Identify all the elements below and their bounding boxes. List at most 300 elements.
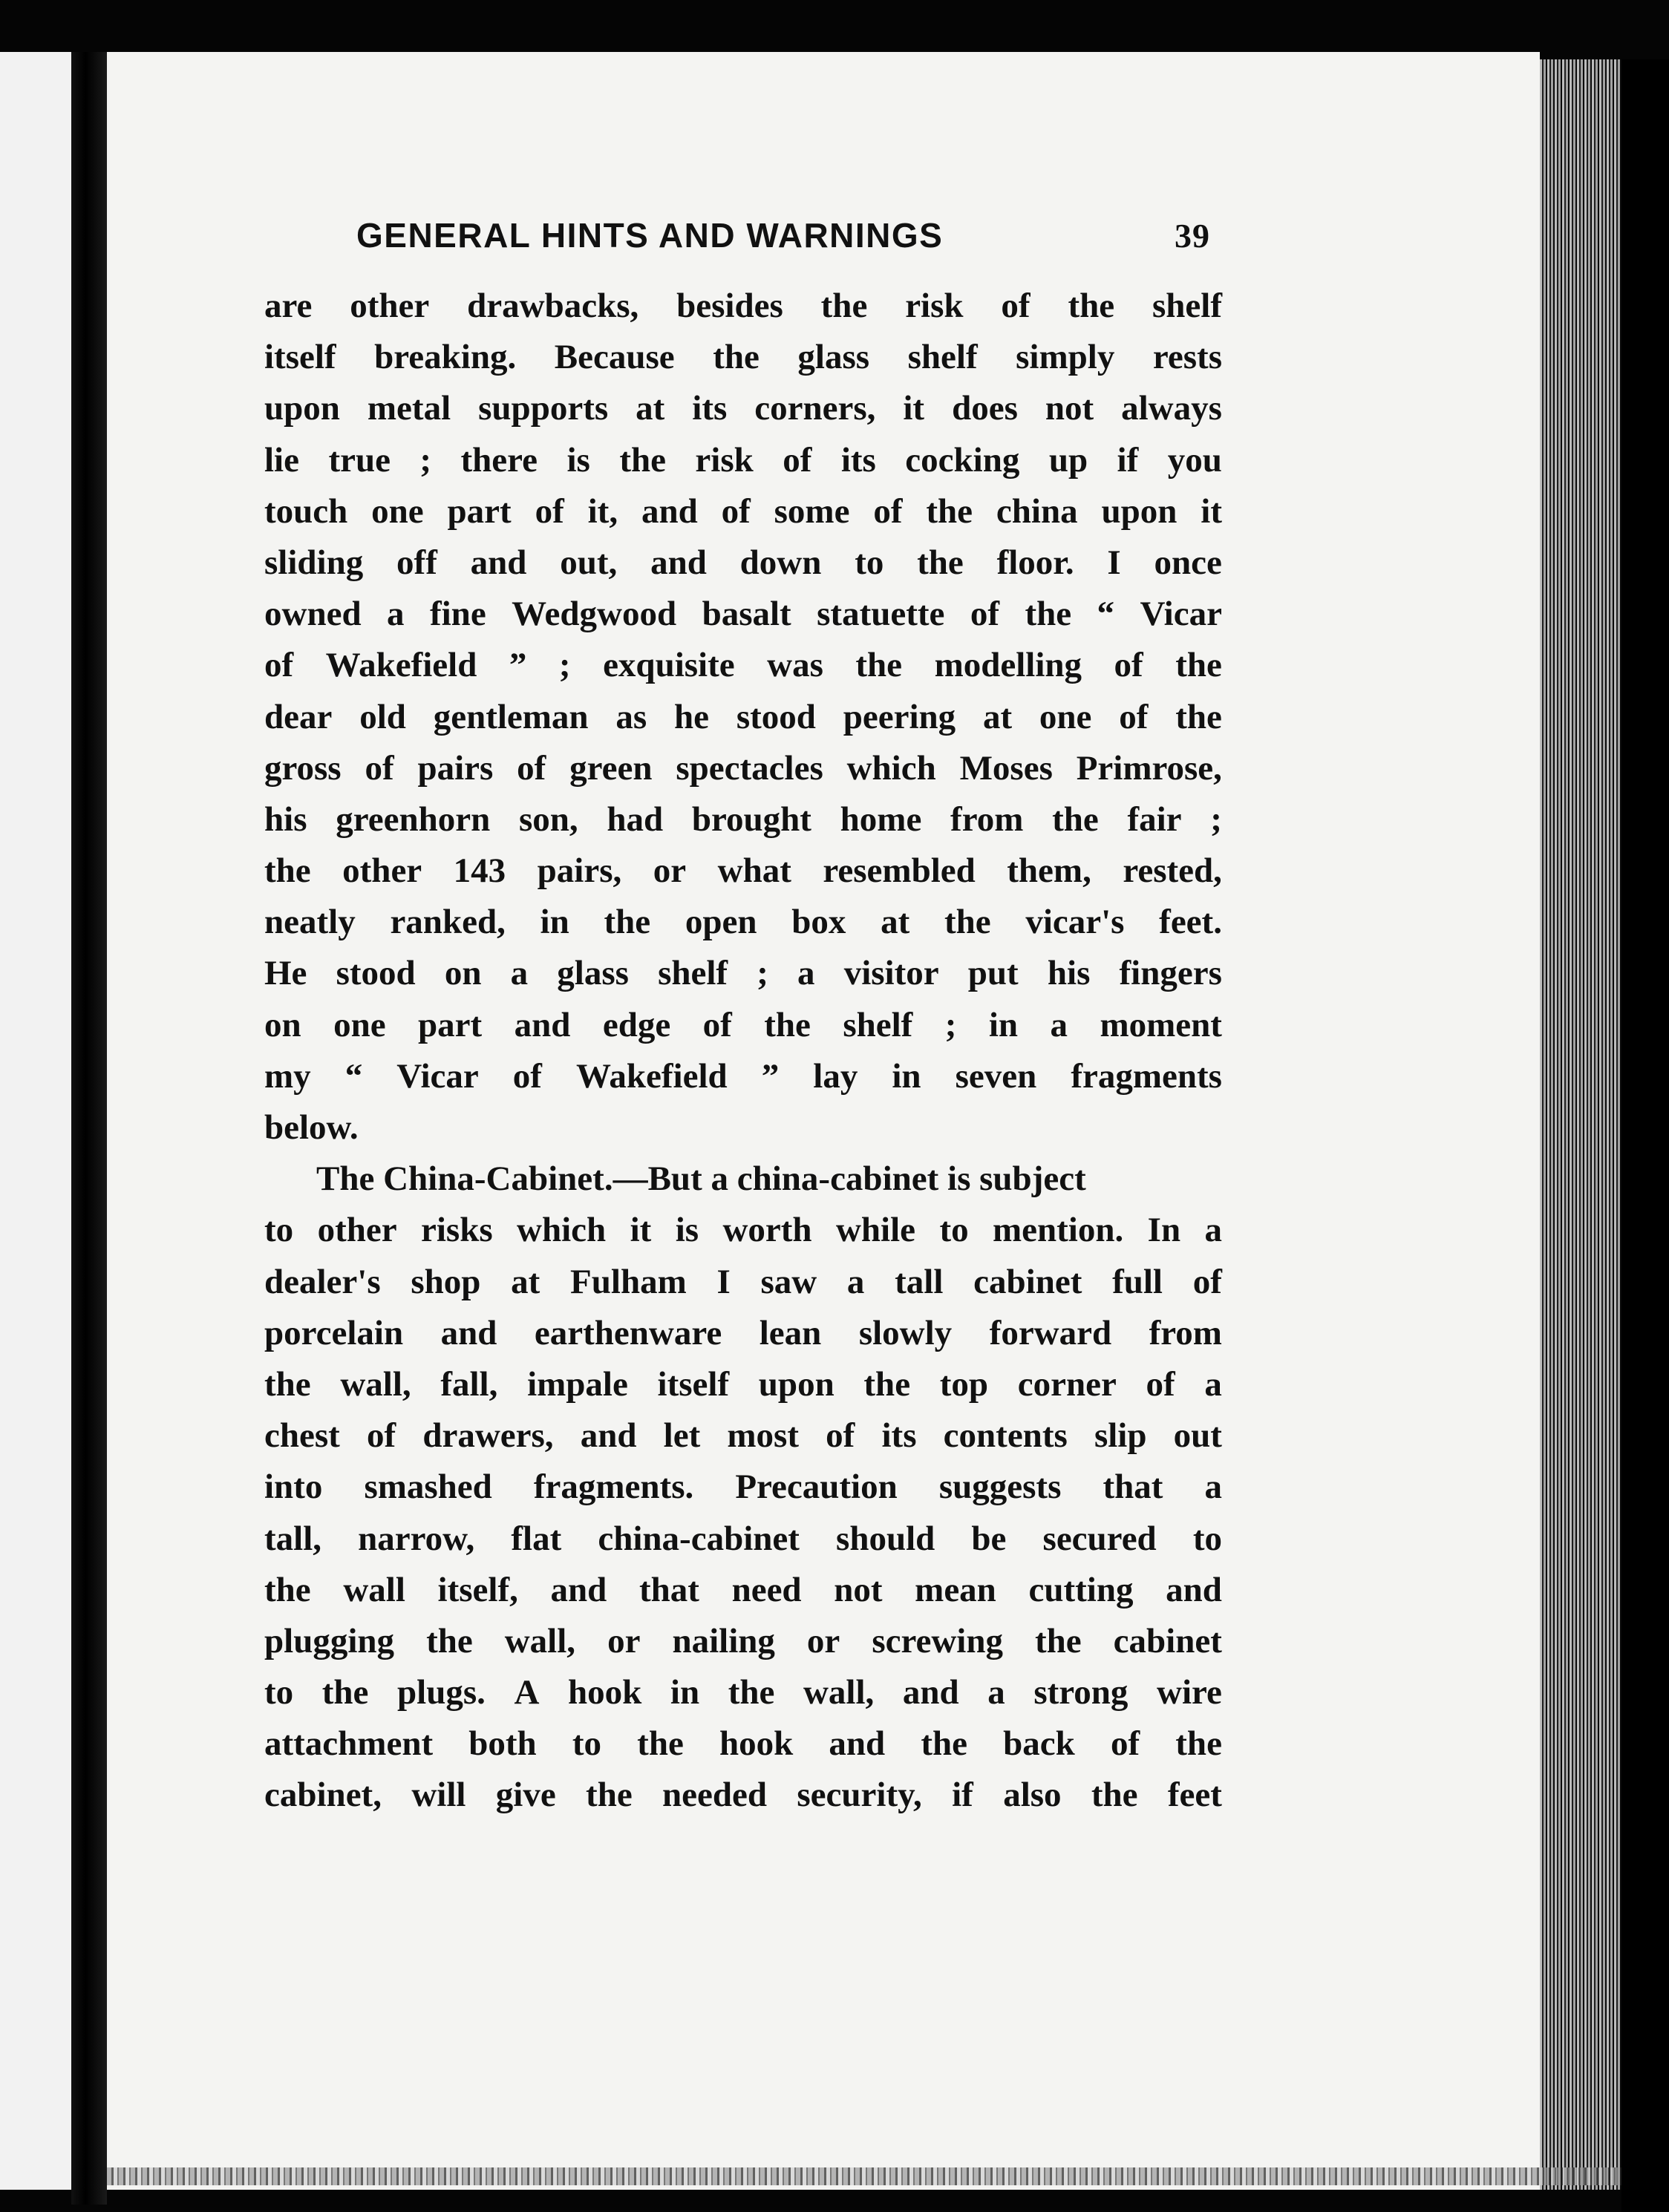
word: its: [881, 1416, 917, 1456]
word: of: [366, 1416, 396, 1456]
word: and: [550, 1570, 607, 1609]
word: was: [767, 646, 823, 685]
word: green: [569, 748, 653, 788]
word: should: [836, 1519, 935, 1558]
word: and: [902, 1673, 959, 1712]
word: of: [512, 1056, 542, 1096]
word: fragments: [1071, 1056, 1222, 1096]
word: wall,: [340, 1364, 411, 1404]
word: screwing: [872, 1621, 1003, 1660]
word: “: [344, 1056, 363, 1096]
word: or: [607, 1621, 641, 1660]
word: rested,: [1123, 851, 1222, 891]
word: or: [653, 851, 687, 891]
running-head: [356, 215, 1210, 267]
word: needed: [662, 1776, 768, 1815]
word: always: [1121, 389, 1222, 428]
word: and: [1166, 1570, 1222, 1609]
word: home: [840, 799, 922, 839]
word: back: [1003, 1724, 1075, 1764]
word: ;: [558, 646, 571, 685]
word: slowly: [858, 1313, 953, 1352]
word: Vicar: [1140, 595, 1222, 634]
word: stood: [336, 954, 416, 993]
word: breaking.: [374, 338, 517, 377]
word: there: [460, 440, 538, 480]
word: saw: [760, 1262, 817, 1301]
word: Because: [554, 338, 675, 377]
word: other: [342, 851, 422, 891]
word: drawbacks,: [467, 287, 639, 325]
text-line: [264, 1514, 1222, 1565]
word: the: [917, 543, 964, 582]
word: of: [517, 748, 546, 788]
text-line: [264, 794, 1222, 845]
word: dear: [264, 697, 333, 736]
text-line: [264, 1051, 1222, 1102]
word: of: [264, 646, 294, 685]
word: chest: [264, 1416, 340, 1456]
word: down: [739, 543, 822, 582]
word: corner: [1017, 1364, 1117, 1404]
word: shelf: [907, 338, 978, 377]
word: shelf: [843, 1005, 913, 1044]
word: risks: [420, 1211, 493, 1250]
word: while: [835, 1211, 916, 1250]
page-number: 39: [1175, 217, 1210, 255]
word: which: [846, 748, 936, 788]
word: it: [903, 389, 925, 428]
word: at: [881, 903, 910, 942]
word: risk: [695, 440, 754, 480]
word: Moses: [959, 748, 1053, 788]
word: off: [396, 543, 437, 582]
word: out,: [560, 543, 618, 582]
word: his: [264, 799, 307, 839]
word: need: [731, 1570, 802, 1609]
word: on: [444, 954, 482, 993]
paragraph-1: [264, 281, 1222, 1154]
word: Primrose,: [1076, 748, 1222, 788]
word: its: [692, 389, 728, 428]
word: shop: [411, 1262, 481, 1301]
word: the: [921, 1724, 968, 1764]
word: feet.: [1159, 903, 1222, 942]
body-text: [264, 281, 1222, 1822]
word: of: [702, 1005, 732, 1044]
word: risk: [905, 287, 964, 325]
word: wall: [343, 1570, 405, 1609]
word: lie: [264, 440, 299, 480]
word: if: [1117, 440, 1139, 480]
word: and: [514, 1005, 571, 1044]
word: it,: [587, 491, 618, 531]
word: greenhorn: [336, 799, 491, 839]
text-line: [264, 1257, 1222, 1308]
word: the: [604, 903, 651, 942]
word: not: [1045, 389, 1094, 428]
word: narrow,: [358, 1519, 475, 1558]
word: corners,: [754, 389, 876, 428]
word: and: [440, 1313, 497, 1352]
word: to: [855, 543, 884, 582]
word: son,: [518, 799, 578, 839]
word: wall,: [803, 1673, 875, 1712]
word: ;: [757, 954, 768, 993]
word: a: [1204, 1211, 1222, 1250]
text-line: [264, 692, 1222, 743]
word: a: [846, 1262, 865, 1301]
word: feet: [1167, 1776, 1222, 1815]
word: mean: [915, 1570, 996, 1609]
word: the: [944, 903, 991, 942]
word: he: [674, 697, 709, 736]
word: flat: [511, 1519, 562, 1558]
word: Wedgwood: [512, 595, 677, 634]
word: you: [1167, 440, 1222, 480]
word: is: [566, 440, 590, 480]
word: a: [510, 954, 529, 993]
word: let: [663, 1416, 701, 1456]
word: the: [1175, 646, 1222, 685]
word: them,: [1007, 851, 1091, 891]
text-line: [264, 640, 1222, 691]
word: stood: [736, 697, 816, 736]
word: and: [580, 1416, 637, 1456]
word: spectacles: [676, 748, 823, 788]
word: not: [834, 1570, 883, 1609]
word: brought: [691, 799, 811, 839]
word: and: [829, 1724, 886, 1764]
word: hook: [719, 1724, 794, 1764]
word: In: [1147, 1211, 1181, 1250]
page-bottom-edge: [107, 2167, 1621, 2185]
text-line: [264, 1770, 1222, 1821]
word: from: [1149, 1313, 1222, 1352]
word: old: [359, 697, 406, 736]
word: the: [426, 1621, 473, 1660]
word: at: [636, 389, 665, 428]
word: the: [586, 1776, 633, 1815]
word: of: [365, 748, 394, 788]
word: secured: [1042, 1519, 1157, 1558]
word: of: [1114, 646, 1143, 685]
word: seven: [955, 1056, 1037, 1096]
page-fore-edge: [1540, 59, 1621, 2190]
text-line: [264, 1000, 1222, 1051]
word: tall: [895, 1262, 944, 1301]
word: touch: [264, 491, 348, 531]
word: fall,: [440, 1364, 498, 1404]
word: the: [1052, 799, 1099, 839]
word: top: [939, 1364, 989, 1404]
word: a: [1204, 1467, 1222, 1507]
word: that: [1103, 1467, 1163, 1507]
word: the: [728, 1673, 775, 1712]
word: cocking: [905, 440, 1020, 480]
word: the: [1091, 1776, 1138, 1815]
word: He: [264, 954, 307, 993]
word: simply: [1016, 338, 1115, 377]
text-line: [264, 1359, 1222, 1410]
word: Vicar: [396, 1056, 479, 1096]
word: one: [333, 1005, 386, 1044]
word: fingers: [1119, 954, 1222, 993]
word: glass: [797, 338, 870, 377]
word: or: [806, 1621, 840, 1660]
word: once: [1154, 543, 1222, 582]
word: does: [952, 389, 1018, 428]
word: in: [540, 903, 569, 942]
word: of: [1146, 1364, 1175, 1404]
word: itself,: [437, 1570, 518, 1609]
word: open: [685, 903, 757, 942]
text-line: [264, 1718, 1222, 1770]
word: of: [783, 440, 812, 480]
word: a: [987, 1673, 1005, 1712]
word: attachment: [264, 1724, 434, 1764]
word: it: [1201, 491, 1222, 531]
word: contents: [943, 1416, 1068, 1456]
word: in: [670, 1673, 700, 1712]
word: cutting: [1028, 1570, 1134, 1609]
word: of: [1192, 1262, 1222, 1301]
word: ;: [1210, 799, 1222, 839]
book-gutter: [71, 52, 107, 2205]
word: basalt: [702, 595, 791, 634]
word: gross: [264, 748, 342, 788]
word: rests: [1152, 338, 1222, 377]
word: impale: [527, 1364, 628, 1404]
word: from: [950, 799, 1024, 839]
word: as: [615, 697, 647, 736]
word: glass: [557, 954, 629, 993]
word: true: [328, 440, 391, 480]
word: the: [264, 851, 311, 891]
word: cabinet: [973, 1262, 1082, 1301]
text-line: below.: [264, 1108, 359, 1147]
text-line: [264, 948, 1222, 999]
word: the: [863, 1364, 911, 1404]
word: supports: [478, 389, 609, 428]
word: fragments.: [533, 1467, 694, 1507]
facing-page-edge: [0, 52, 71, 2190]
word: ranked,: [390, 903, 506, 942]
word: owned: [264, 595, 362, 634]
word: out: [1173, 1416, 1222, 1456]
word: metal: [367, 389, 451, 428]
word: full: [1112, 1262, 1163, 1301]
word: the: [321, 1673, 369, 1712]
word: dealer's: [264, 1262, 381, 1301]
word: the: [855, 646, 903, 685]
word: cabinet: [1113, 1621, 1222, 1660]
word: the: [637, 1724, 684, 1764]
word: china-cabinet: [598, 1519, 800, 1558]
word: of: [1001, 287, 1031, 325]
word: the: [1025, 595, 1072, 634]
word: gentleman: [433, 697, 589, 736]
word: also: [1003, 1776, 1062, 1815]
word: the: [264, 1364, 311, 1404]
running-head-title: GENERAL HINTS AND WARNINGS: [356, 216, 944, 255]
text-line: [264, 1667, 1222, 1718]
word: in: [892, 1056, 921, 1096]
text-line: [264, 537, 1222, 589]
word: both: [468, 1724, 537, 1764]
word: plugs.: [397, 1673, 486, 1712]
word: Wakefield: [575, 1056, 728, 1096]
word: upon: [1101, 491, 1178, 531]
word: Fulham: [570, 1262, 687, 1301]
word: fine: [429, 595, 486, 634]
word: in: [988, 1005, 1019, 1044]
word: plugging: [264, 1621, 395, 1660]
text-line: [264, 1308, 1222, 1359]
word: of: [826, 1416, 855, 1456]
word: up: [1048, 440, 1088, 480]
text-line: [264, 383, 1222, 434]
word: ;: [419, 440, 432, 480]
word: I: [1107, 543, 1121, 582]
word: lay: [813, 1056, 858, 1096]
word: lean: [759, 1313, 822, 1352]
word: of: [721, 491, 751, 531]
word: modelling: [934, 646, 1082, 685]
word: of: [1119, 697, 1149, 736]
word: A: [514, 1673, 540, 1712]
scan-border: [1621, 59, 1669, 2212]
word: porcelain: [264, 1313, 404, 1352]
word: ;: [944, 1005, 957, 1044]
text-line: [264, 743, 1222, 794]
word: of: [1110, 1724, 1140, 1764]
text-line: [264, 435, 1222, 486]
section-heading-text: The China-Cabinet.: [316, 1159, 613, 1199]
word: upon: [758, 1364, 834, 1404]
word: to: [572, 1724, 602, 1764]
word: give: [495, 1776, 556, 1815]
word: of: [970, 595, 999, 634]
word: to: [264, 1673, 294, 1712]
word: sliding: [264, 543, 364, 582]
text-line: [264, 1205, 1222, 1256]
word: pairs: [417, 748, 494, 788]
word: itself: [657, 1364, 730, 1404]
word: the: [764, 1005, 811, 1044]
first-line-rest: —But a china-cabinet is subject: [613, 1159, 1086, 1199]
word: floor.: [996, 543, 1074, 582]
word: the: [820, 287, 868, 325]
word: which: [517, 1211, 607, 1250]
word: the: [926, 491, 973, 531]
word: and: [470, 543, 527, 582]
text-line: [264, 281, 1222, 332]
word: ”: [761, 1056, 780, 1096]
word: be: [971, 1519, 1007, 1558]
word: wall,: [504, 1621, 576, 1660]
word: to: [264, 1211, 294, 1250]
word: most: [727, 1416, 799, 1456]
word: the: [713, 338, 760, 377]
word: it: [630, 1211, 652, 1250]
word: Precaution: [735, 1467, 898, 1507]
text-line: [264, 486, 1222, 537]
word: on: [264, 1005, 301, 1044]
word: vicar's: [1025, 903, 1125, 942]
word: one: [1039, 697, 1092, 736]
word: resembled: [823, 851, 976, 891]
word: a: [387, 595, 405, 634]
word: to: [1192, 1519, 1222, 1558]
word: moment: [1100, 1005, 1222, 1044]
word: its: [840, 440, 876, 480]
word: the: [1175, 697, 1222, 736]
paragraph-2: [264, 1154, 1222, 1821]
word: are: [264, 287, 313, 325]
word: slip: [1094, 1416, 1147, 1456]
word: if: [952, 1776, 973, 1815]
word: exquisite: [603, 646, 735, 685]
word: of: [535, 491, 564, 531]
word: the: [1035, 1621, 1082, 1660]
word: security,: [797, 1776, 922, 1815]
word: itself: [264, 338, 336, 377]
text-line: [264, 1616, 1222, 1667]
word: of: [873, 491, 903, 531]
word: and: [641, 491, 698, 531]
text-line: [264, 897, 1222, 948]
word: wire: [1157, 1673, 1222, 1712]
word: hook: [568, 1673, 642, 1712]
word: smashed: [364, 1467, 492, 1507]
word: put: [967, 954, 1019, 993]
word: shelf: [658, 954, 728, 993]
word: “: [1097, 595, 1115, 634]
word: other: [350, 287, 430, 325]
word: the: [1068, 287, 1115, 325]
word: part: [447, 491, 512, 531]
word: ”: [509, 646, 527, 685]
word: suggests: [938, 1467, 1062, 1507]
word: and: [650, 543, 707, 582]
word: china: [996, 491, 1078, 531]
word: a: [1050, 1005, 1068, 1044]
text-line: [264, 1410, 1222, 1462]
word: shelf: [1152, 287, 1222, 325]
word: my: [264, 1056, 311, 1096]
word: strong: [1033, 1673, 1129, 1712]
word: what: [717, 851, 791, 891]
word: some: [774, 491, 850, 531]
word: the: [264, 1570, 311, 1609]
word: part: [418, 1005, 483, 1044]
word: at: [982, 697, 1013, 736]
word: upon: [264, 389, 340, 428]
text-line: [264, 589, 1222, 640]
word: will: [411, 1776, 466, 1815]
word: neatly: [264, 903, 356, 942]
word: visitor: [843, 954, 939, 993]
text-line: [264, 1462, 1222, 1513]
word: forward: [989, 1313, 1112, 1352]
word: one: [371, 491, 424, 531]
word: besides: [676, 287, 783, 325]
section-heading: [316, 1154, 1086, 1205]
text-line: [264, 845, 1222, 897]
word: statuette: [817, 595, 945, 634]
word: fair: [1127, 799, 1182, 839]
